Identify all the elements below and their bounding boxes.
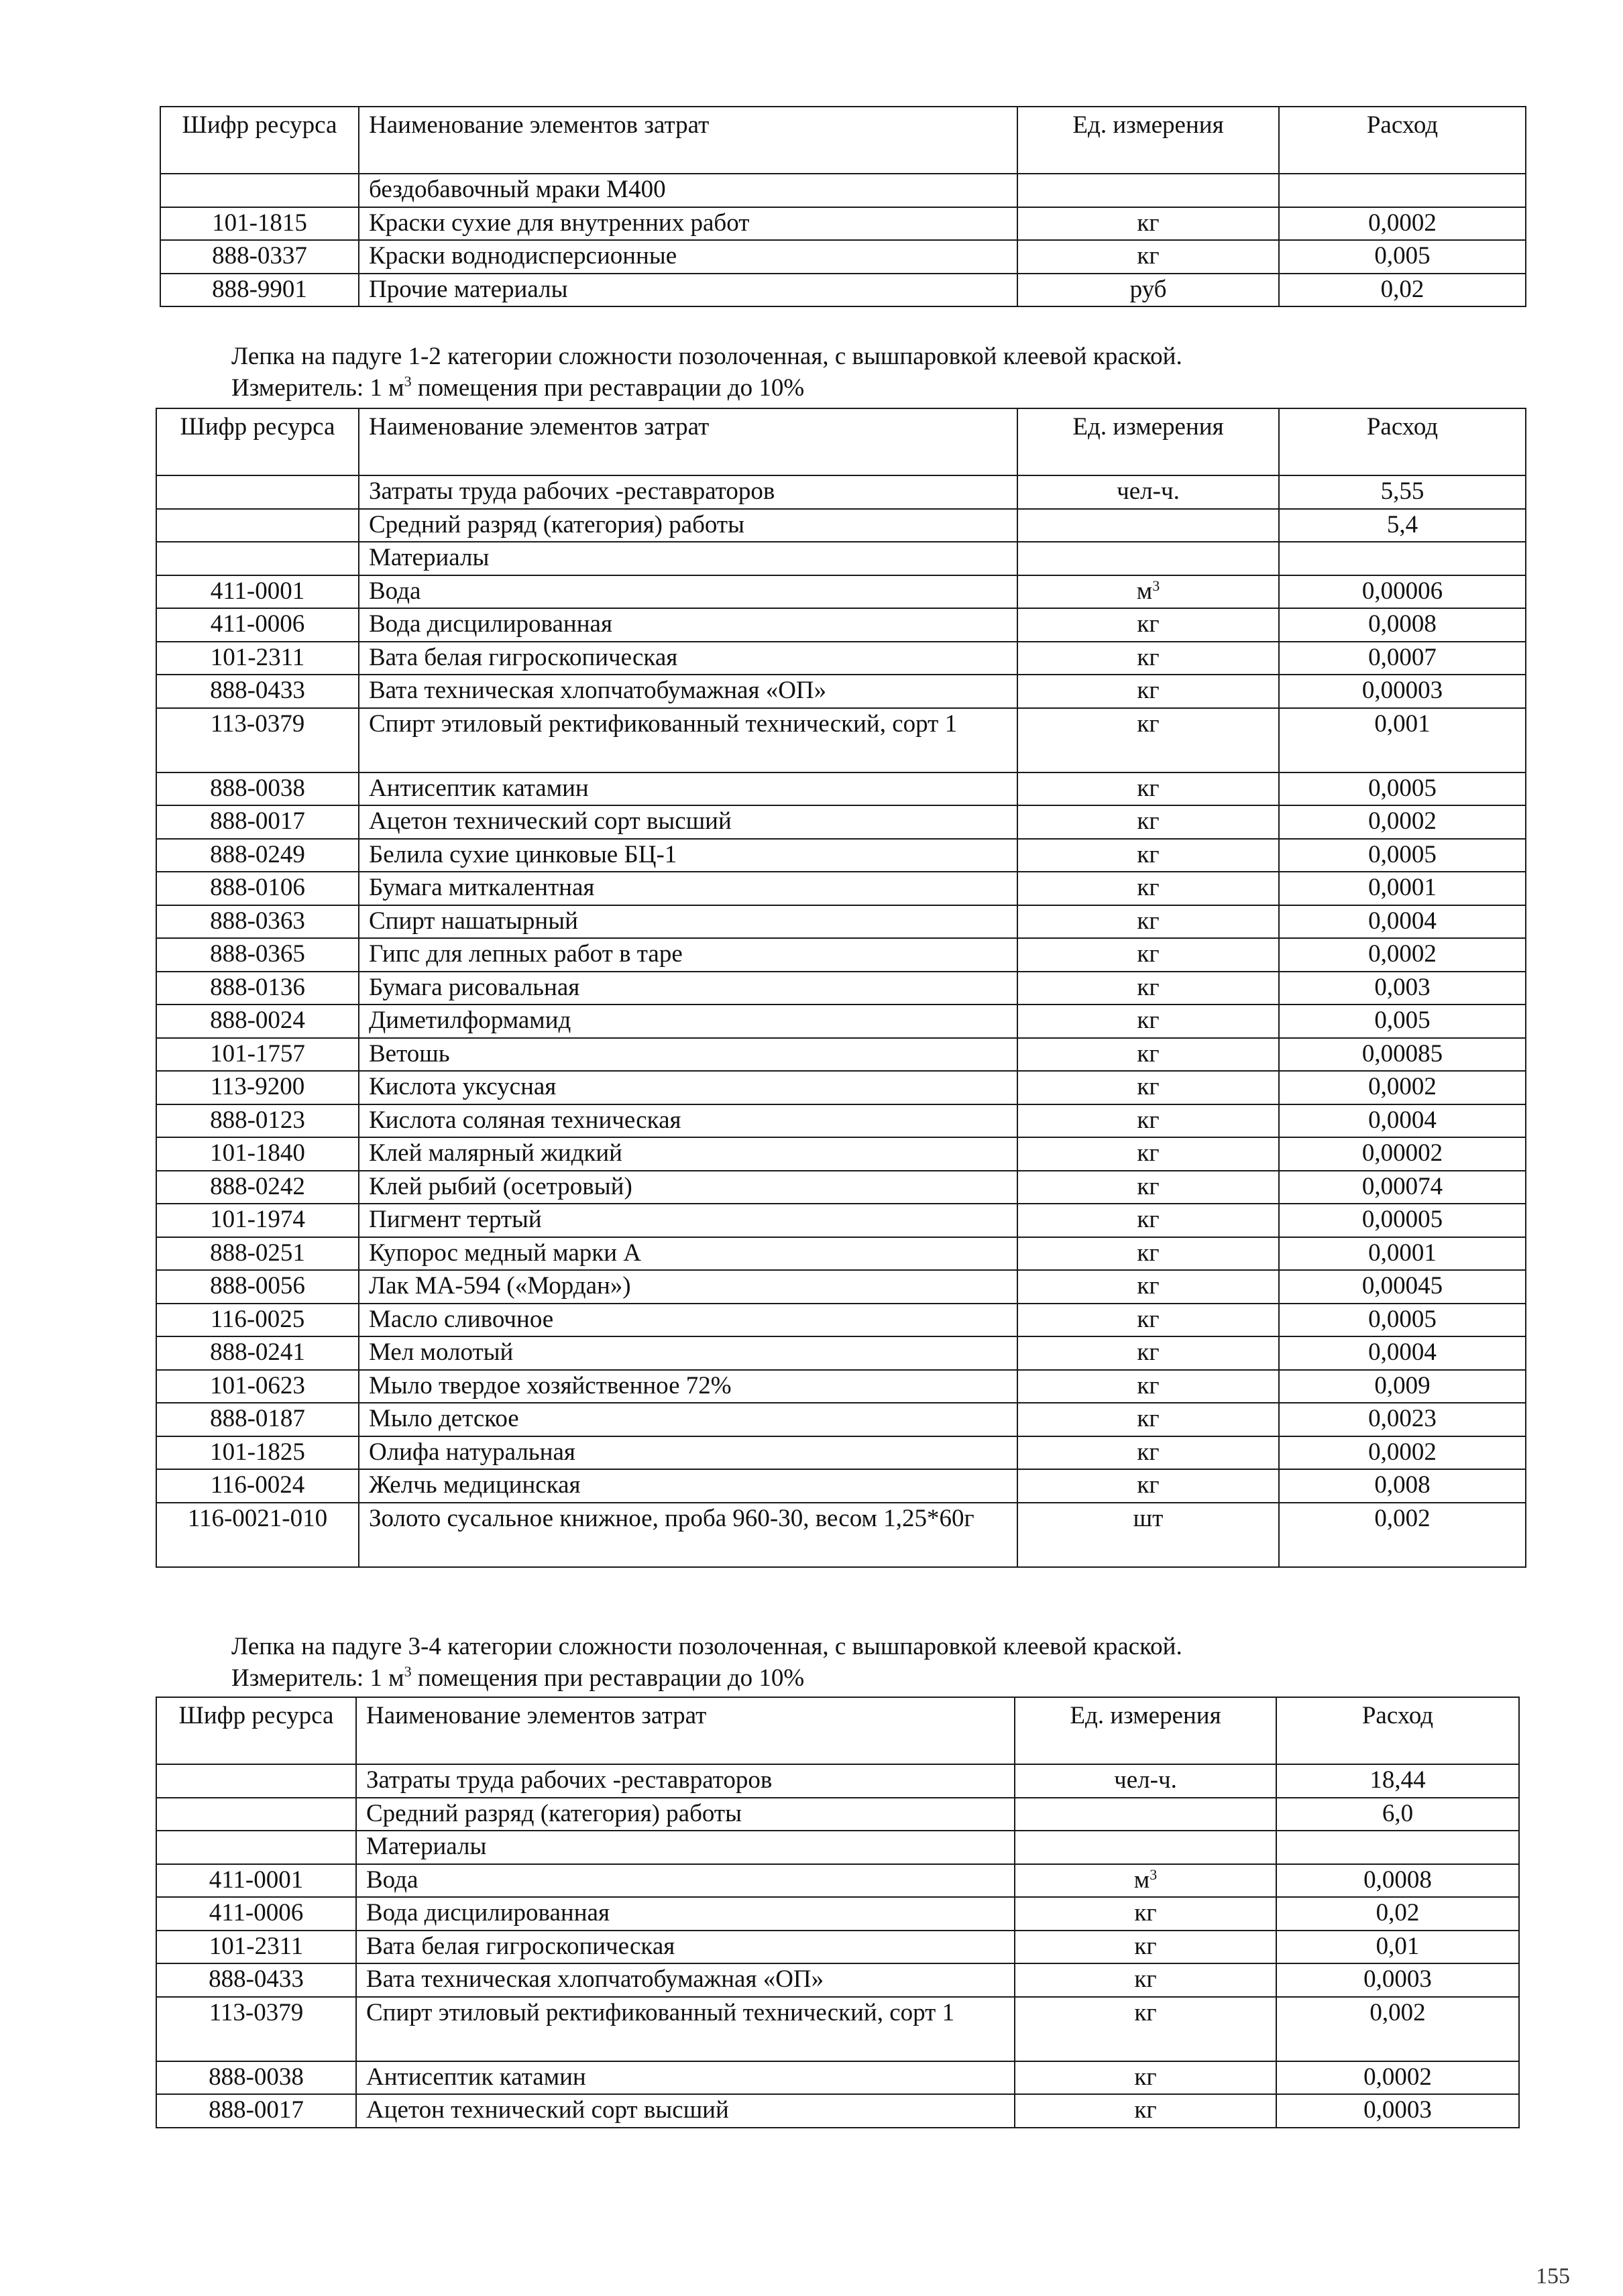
table-row <box>156 805 1526 839</box>
unit-superscript: 3 <box>1150 1866 1158 1883</box>
cell-cost-item-name: Средний разряд (категория) работы <box>356 1798 1015 1831</box>
cell-resource-code <box>156 1798 356 1831</box>
cell-unit <box>1015 1997 1276 2061</box>
table-row <box>156 1469 1526 1503</box>
cell-cost-item-name: Масло сливочное <box>359 1304 1017 1337</box>
cell-resource-code: 888-0337 <box>160 240 359 274</box>
cell-amount: 0,0005 <box>1279 839 1526 872</box>
cell-resource-code: 888-0249 <box>156 839 359 872</box>
caption-title: Лепка на падуге 3-4 категории сложности позолоченная, с вышпаровкой клеевой краской. <box>231 1633 1182 1660</box>
cell-cost-item-name: Мыло твердое хозяйственное 72% <box>359 1370 1017 1403</box>
unit-text: кг <box>1137 874 1160 901</box>
table-row <box>156 1436 1526 1470</box>
table-row <box>156 1931 1519 1964</box>
cell-amount: 0,0001 <box>1279 1237 1526 1271</box>
section-caption-2 <box>231 1631 1182 1694</box>
unit-text: кг <box>1137 940 1160 968</box>
cell-unit <box>1017 675 1279 708</box>
cell-cost-item-name: Антисептик катамин <box>356 2061 1015 2095</box>
cell-unit <box>1017 240 1279 274</box>
cell-cost-item-name: Ацетон технический сорт высший <box>356 2094 1015 2128</box>
unit-text: чел-ч. <box>1114 1766 1177 1794</box>
cell-amount: 0,005 <box>1279 1005 1526 1038</box>
cell-resource-code: 411-0001 <box>156 575 359 609</box>
cell-amount: 0,0002 <box>1276 2061 1519 2095</box>
cell-amount: 0,0001 <box>1279 872 1526 905</box>
cell-amount: 18,44 <box>1276 1764 1519 1798</box>
cell-cost-item-name: Гипс для лепных работ в таре <box>359 938 1017 972</box>
table-row <box>160 207 1526 241</box>
table-row <box>156 1137 1526 1171</box>
cell-cost-item-name: Кислота уксусная <box>359 1071 1017 1104</box>
table-row <box>156 1864 1519 1898</box>
cell-resource-code: 101-1974 <box>156 1204 359 1237</box>
cell-cost-item-name: Краски воднодисперсионные <box>359 240 1017 274</box>
cell-amount: 0,0002 <box>1279 1436 1526 1470</box>
cell-unit <box>1017 575 1279 609</box>
table-row <box>156 839 1526 872</box>
cell-unit <box>1017 542 1279 575</box>
cell-resource-code <box>156 509 359 542</box>
unit-text: кг <box>1137 774 1160 802</box>
cell-cost-item-name: Вода дисцилированная <box>359 608 1017 642</box>
cell-resource-code: 888-0433 <box>156 1963 356 1997</box>
cell-unit <box>1015 2094 1276 2128</box>
caption-measure: Измеритель: 1 $м^3$ помещения при реставрации до 10% <box>231 373 805 402</box>
cell-cost-item-name: Спирт этиловый ректификованный технический, сорт 1 <box>356 1997 1015 2061</box>
cell-resource-code <box>160 174 359 207</box>
cell-resource-code: 888-0056 <box>156 1270 359 1304</box>
cell-amount: 0,0004 <box>1279 905 1526 939</box>
unit-text: м <box>1133 1866 1150 1894</box>
unit-text: кг <box>1134 1998 1157 2026</box>
cell-unit <box>1017 872 1279 905</box>
unit-text: кг <box>1137 677 1160 704</box>
cell-cost-item-name: Материалы <box>356 1831 1015 1864</box>
cell-cost-item-name: Ацетон технический сорт высший <box>359 805 1017 839</box>
table-row <box>156 1336 1526 1370</box>
table-row <box>156 1237 1526 1271</box>
cell-amount: 0,0005 <box>1279 1304 1526 1337</box>
cell-amount: 0,0002 <box>1279 1071 1526 1104</box>
cell-unit <box>1017 207 1279 241</box>
header-unit: Ед. измерения <box>1015 1697 1276 1764</box>
cell-resource-code: 101-1825 <box>156 1436 359 1470</box>
cell-unit <box>1017 1071 1279 1104</box>
cell-resource-code: 101-1757 <box>156 1038 359 1072</box>
cell-unit <box>1017 1270 1279 1304</box>
cell-resource-code: 888-0038 <box>156 2061 356 2095</box>
cell-cost-item-name: Вата техническая хлопчатобумажная «ОП» <box>359 675 1017 708</box>
table-row <box>160 240 1526 274</box>
cell-resource-code: 411-0006 <box>156 608 359 642</box>
cell-amount: 0,00002 <box>1279 1137 1526 1171</box>
cell-amount: 0,005 <box>1279 240 1526 274</box>
header-amount: Расход <box>1279 107 1526 174</box>
table-row <box>156 675 1526 708</box>
table-row <box>156 575 1526 609</box>
table-row <box>156 1104 1526 1138</box>
cell-unit <box>1017 1005 1279 1038</box>
cell-amount: 0,02 <box>1276 1897 1519 1931</box>
cell-unit <box>1015 2061 1276 2095</box>
caption-measure: Измеритель: 1 $м^3$ помещения при реставрации до 10% <box>231 1663 805 1692</box>
unit-text: кг <box>1137 1305 1160 1333</box>
table-row <box>156 1897 1519 1931</box>
unit-text: кг <box>1134 1899 1157 1927</box>
unit-text: кг <box>1137 1338 1160 1366</box>
cell-amount: 0,0023 <box>1279 1403 1526 1436</box>
cell-cost-item-name: Вода дисцилированная <box>356 1897 1015 1931</box>
unit-text: кг <box>1137 1405 1160 1432</box>
cell-resource-code <box>156 1831 356 1864</box>
cell-amount <box>1276 1831 1519 1864</box>
table-row <box>156 972 1526 1005</box>
cell-amount: 0,002 <box>1276 1997 1519 2061</box>
resource-table-continuation <box>160 106 1526 307</box>
cell-resource-code: 888-0017 <box>156 2094 356 2128</box>
cell-unit <box>1017 1469 1279 1503</box>
unit-text: кг <box>1134 2063 1157 2091</box>
cell-unit <box>1017 1336 1279 1370</box>
cell-cost-item-name: Кислота соляная техническая <box>359 1104 1017 1138</box>
table-row <box>156 1503 1526 1567</box>
table-row <box>156 1764 1519 1798</box>
cell-unit <box>1017 972 1279 1005</box>
unit-text: кг <box>1137 807 1160 835</box>
cell-resource-code: 888-0024 <box>156 1005 359 1038</box>
cell-cost-item-name: Вода <box>359 575 1017 609</box>
cell-unit <box>1015 1831 1276 1864</box>
cell-unit <box>1017 708 1279 772</box>
unit-text: кг <box>1137 1272 1160 1300</box>
cell-unit <box>1017 1370 1279 1403</box>
cell-resource-code: 888-0365 <box>156 938 359 972</box>
unit-text: кг <box>1137 907 1160 935</box>
table-row <box>160 274 1526 307</box>
cell-amount: 0,0004 <box>1279 1104 1526 1138</box>
header-code: Шифр ресурса <box>156 1697 356 1764</box>
table-header-row <box>156 1697 1519 1764</box>
cell-resource-code: 888-0251 <box>156 1237 359 1271</box>
unit-text: кг <box>1137 709 1160 738</box>
cell-unit <box>1017 475 1279 509</box>
unit-superscript: 3 <box>1152 577 1160 594</box>
cell-cost-item-name: Желчь медицинская <box>359 1469 1017 1503</box>
cell-cost-item-name: бездобавочный мраки М400 <box>359 174 1017 207</box>
cell-resource-code: 888-0363 <box>156 905 359 939</box>
cell-amount: 0,001 <box>1279 708 1526 772</box>
table-row <box>156 1798 1519 1831</box>
cell-resource-code: 888-0017 <box>156 805 359 839</box>
unit-text: чел-ч. <box>1117 477 1180 505</box>
header-name: Наименование элементов затрат <box>359 408 1017 475</box>
table-row <box>156 2061 1519 2095</box>
cell-cost-item-name: Купорос медный марки А <box>359 1237 1017 1271</box>
cell-unit <box>1017 1503 1279 1567</box>
table-row <box>156 475 1526 509</box>
cell-amount: 0,009 <box>1279 1370 1526 1403</box>
cell-unit <box>1017 1171 1279 1204</box>
cell-cost-item-name: Прочие материалы <box>359 274 1017 307</box>
page-number: 155 <box>1536 2264 1570 2289</box>
cell-cost-item-name: Вата техническая хлопчатобумажная «ОП» <box>356 1963 1015 1997</box>
cell-cost-item-name: Клей малярный жидкий <box>359 1137 1017 1171</box>
cell-cost-item-name: Затраты труда рабочих -реставраторов <box>356 1764 1015 1798</box>
header-name: Наименование элементов затрат <box>359 107 1017 174</box>
table-row <box>156 1370 1526 1403</box>
cell-resource-code <box>156 542 359 575</box>
cell-resource-code: 888-0123 <box>156 1104 359 1138</box>
table-row <box>156 542 1526 575</box>
resource-table-category-3-4 <box>156 1697 1520 2128</box>
cell-cost-item-name: Белила сухие цинковые БЦ-1 <box>359 839 1017 872</box>
unit-text: кг <box>1137 1438 1160 1466</box>
cell-resource-code: 888-0136 <box>156 972 359 1005</box>
unit-text: кг <box>1137 610 1160 638</box>
cell-unit <box>1017 1436 1279 1470</box>
cell-amount: 0,02 <box>1279 274 1526 307</box>
cell-resource-code: 888-0106 <box>156 872 359 905</box>
table-row <box>156 1038 1526 1072</box>
cell-unit <box>1017 1137 1279 1171</box>
section-caption-1 <box>231 341 1182 404</box>
header-amount: Расход <box>1276 1697 1519 1764</box>
unit-text: кг <box>1137 1106 1160 1134</box>
cell-unit <box>1017 805 1279 839</box>
cell-unit <box>1017 938 1279 972</box>
cell-amount: 0,00005 <box>1279 1204 1526 1237</box>
unit-text: кг <box>1137 1371 1160 1399</box>
cell-cost-item-name: Пигмент тертый <box>359 1204 1017 1237</box>
table-row <box>156 1171 1526 1204</box>
cell-unit <box>1017 772 1279 806</box>
cell-cost-item-name: Спирт нашатырный <box>359 905 1017 939</box>
unit-text: кг <box>1137 840 1160 868</box>
table-row <box>156 1997 1519 2061</box>
cell-amount: 0,008 <box>1279 1469 1526 1503</box>
cell-amount: 0,0002 <box>1279 805 1526 839</box>
cell-unit <box>1017 1038 1279 1072</box>
unit-text: кг <box>1137 1172 1160 1200</box>
resource-table-category-1-2 <box>156 408 1526 1568</box>
cell-unit <box>1017 905 1279 939</box>
cell-unit <box>1017 274 1279 307</box>
cell-unit <box>1015 1963 1276 1997</box>
cell-unit <box>1015 1864 1276 1898</box>
table-row <box>156 1204 1526 1237</box>
table-header-row <box>160 107 1526 174</box>
cell-cost-item-name: Золото сусальное книжное, проба 960-30, весом 1,25*60г <box>359 1503 1017 1567</box>
header-name: Наименование элементов затрат <box>356 1697 1015 1764</box>
cell-resource-code: 101-0623 <box>156 1370 359 1403</box>
cell-unit <box>1017 608 1279 642</box>
cell-amount: 5,4 <box>1279 509 1526 542</box>
cell-amount: 5,55 <box>1279 475 1526 509</box>
cell-cost-item-name: Бумага миткалентная <box>359 872 1017 905</box>
unit-text: кг <box>1137 1007 1160 1034</box>
unit-text: кг <box>1137 643 1160 671</box>
cell-amount: 0,0002 <box>1279 938 1526 972</box>
table-row <box>156 509 1526 542</box>
cell-resource-code: 116-0025 <box>156 1304 359 1337</box>
cell-amount: 6,0 <box>1276 1798 1519 1831</box>
unit-text: кг <box>1137 973 1160 1001</box>
cell-amount: 0,00006 <box>1279 575 1526 609</box>
table-row <box>156 1005 1526 1038</box>
cell-resource-code: 888-0241 <box>156 1336 359 1370</box>
cell-cost-item-name: Вата белая гигроскопическая <box>356 1931 1015 1964</box>
table-row <box>156 608 1526 642</box>
cell-amount: 0,00003 <box>1279 675 1526 708</box>
cell-amount <box>1279 174 1526 207</box>
cell-amount: 0,0008 <box>1276 1864 1519 1898</box>
cell-resource-code: 116-0024 <box>156 1469 359 1503</box>
unit-text: кг <box>1137 1206 1160 1233</box>
unit-text: кг <box>1137 1139 1160 1167</box>
cell-unit <box>1017 839 1279 872</box>
cell-cost-item-name: Клей рыбий (осетровый) <box>359 1171 1017 1204</box>
cell-cost-item-name: Олифа натуральная <box>359 1436 1017 1470</box>
cell-resource-code <box>156 1764 356 1798</box>
cell-cost-item-name: Вода <box>356 1864 1015 1898</box>
cell-resource-code: 101-2311 <box>156 1931 356 1964</box>
table-row <box>156 642 1526 675</box>
cell-cost-item-name: Мел молотый <box>359 1336 1017 1370</box>
unit-text: м <box>1136 577 1153 605</box>
cell-resource-code: 888-0433 <box>156 675 359 708</box>
unit-text: кг <box>1134 1965 1157 1993</box>
cell-cost-item-name: Мыло детское <box>359 1403 1017 1436</box>
cell-cost-item-name: Ветошь <box>359 1038 1017 1072</box>
cell-unit <box>1015 1764 1276 1798</box>
cell-amount: 0,0003 <box>1276 1963 1519 1997</box>
cell-amount: 0,00085 <box>1279 1038 1526 1072</box>
cell-resource-code: 113-0379 <box>156 708 359 772</box>
unit-text: шт <box>1133 1504 1164 1532</box>
cell-cost-item-name: Бумага рисовальная <box>359 972 1017 1005</box>
cell-amount: 0,0003 <box>1276 2094 1519 2128</box>
cell-resource-code: 888-0038 <box>156 772 359 806</box>
cell-resource-code: 411-0006 <box>156 1897 356 1931</box>
cell-amount: 0,002 <box>1279 1503 1526 1567</box>
cell-amount: 0,0008 <box>1279 608 1526 642</box>
cell-amount: 0,00074 <box>1279 1171 1526 1204</box>
unit-text: кг <box>1137 1073 1160 1100</box>
cell-resource-code: 411-0001 <box>156 1864 356 1898</box>
table-row <box>156 1963 1519 1997</box>
table-row <box>156 938 1526 972</box>
unit-text: кг <box>1137 1039 1160 1068</box>
cell-amount: 0,0002 <box>1279 207 1526 241</box>
cell-cost-item-name: Материалы <box>359 542 1017 575</box>
unit-text: руб <box>1129 275 1167 303</box>
cell-unit <box>1017 174 1279 207</box>
table-row <box>160 174 1526 207</box>
cell-resource-code: 888-0187 <box>156 1403 359 1436</box>
cell-resource-code: 888-0242 <box>156 1171 359 1204</box>
cell-unit <box>1015 1798 1276 1831</box>
cell-unit <box>1017 1403 1279 1436</box>
header-unit: Ед. измерения <box>1017 408 1279 475</box>
unit-text: кг <box>1137 242 1160 270</box>
cell-amount: 0,0004 <box>1279 1336 1526 1370</box>
table-row <box>156 1403 1526 1436</box>
cell-cost-item-name: Лак МА-594 («Мордан») <box>359 1270 1017 1304</box>
table-row <box>156 708 1526 772</box>
cell-amount: 0,0007 <box>1279 642 1526 675</box>
cell-unit <box>1015 1897 1276 1931</box>
cell-cost-item-name: Диметилформамид <box>359 1005 1017 1038</box>
cell-amount: 0,01 <box>1276 1931 1519 1964</box>
unit-text: кг <box>1137 1471 1160 1499</box>
header-amount: Расход <box>1279 408 1526 475</box>
cell-resource-code: 116-0021-010 <box>156 1503 359 1567</box>
cell-resource-code: 101-2311 <box>156 642 359 675</box>
cell-cost-item-name: Средний разряд (категория) работы <box>359 509 1017 542</box>
unit-text: кг <box>1137 1239 1160 1267</box>
cell-unit <box>1017 1204 1279 1237</box>
cell-resource-code: 113-0379 <box>156 1997 356 2061</box>
cell-resource-code <box>156 475 359 509</box>
cell-amount: 0,0005 <box>1279 772 1526 806</box>
header-code: Шифр ресурса <box>156 408 359 475</box>
unit-text: кг <box>1134 1932 1157 1960</box>
caption-title: Лепка на падуге 1-2 категории сложности позолоченная, с вышпаровкой клеевой краской. <box>231 343 1182 370</box>
unit-text: кг <box>1137 209 1160 237</box>
unit-text: кг <box>1134 2096 1157 2124</box>
cell-resource-code: 101-1840 <box>156 1137 359 1171</box>
table-row <box>156 905 1526 939</box>
table-row <box>156 1831 1519 1864</box>
cell-unit <box>1017 1304 1279 1337</box>
cell-cost-item-name: Краски сухие для внутренних работ <box>359 207 1017 241</box>
table-header-row <box>156 408 1526 475</box>
cell-cost-item-name: Антисептик катамин <box>359 772 1017 806</box>
cell-unit <box>1015 1931 1276 1964</box>
cell-resource-code: 888-9901 <box>160 274 359 307</box>
cell-unit <box>1017 642 1279 675</box>
cell-unit <box>1017 1104 1279 1138</box>
header-code: Шифр ресурса <box>160 107 359 174</box>
table-row <box>156 1071 1526 1104</box>
cell-resource-code: 101-1815 <box>160 207 359 241</box>
table-row <box>156 1304 1526 1337</box>
cell-amount: 0,003 <box>1279 972 1526 1005</box>
table-row <box>156 1270 1526 1304</box>
cell-unit <box>1017 1237 1279 1271</box>
cell-cost-item-name: Затраты труда рабочих -реставраторов <box>359 475 1017 509</box>
table-row <box>156 2094 1519 2128</box>
cell-resource-code: 113-9200 <box>156 1071 359 1104</box>
table-row <box>156 872 1526 905</box>
cell-unit <box>1017 509 1279 542</box>
cell-cost-item-name: Спирт этиловый ректификованный технический, сорт 1 <box>359 708 1017 772</box>
table-row <box>156 772 1526 806</box>
cell-amount <box>1279 542 1526 575</box>
cell-amount: 0,00045 <box>1279 1270 1526 1304</box>
header-unit: Ед. измерения <box>1017 107 1279 174</box>
cell-cost-item-name: Вата белая гигроскопическая <box>359 642 1017 675</box>
